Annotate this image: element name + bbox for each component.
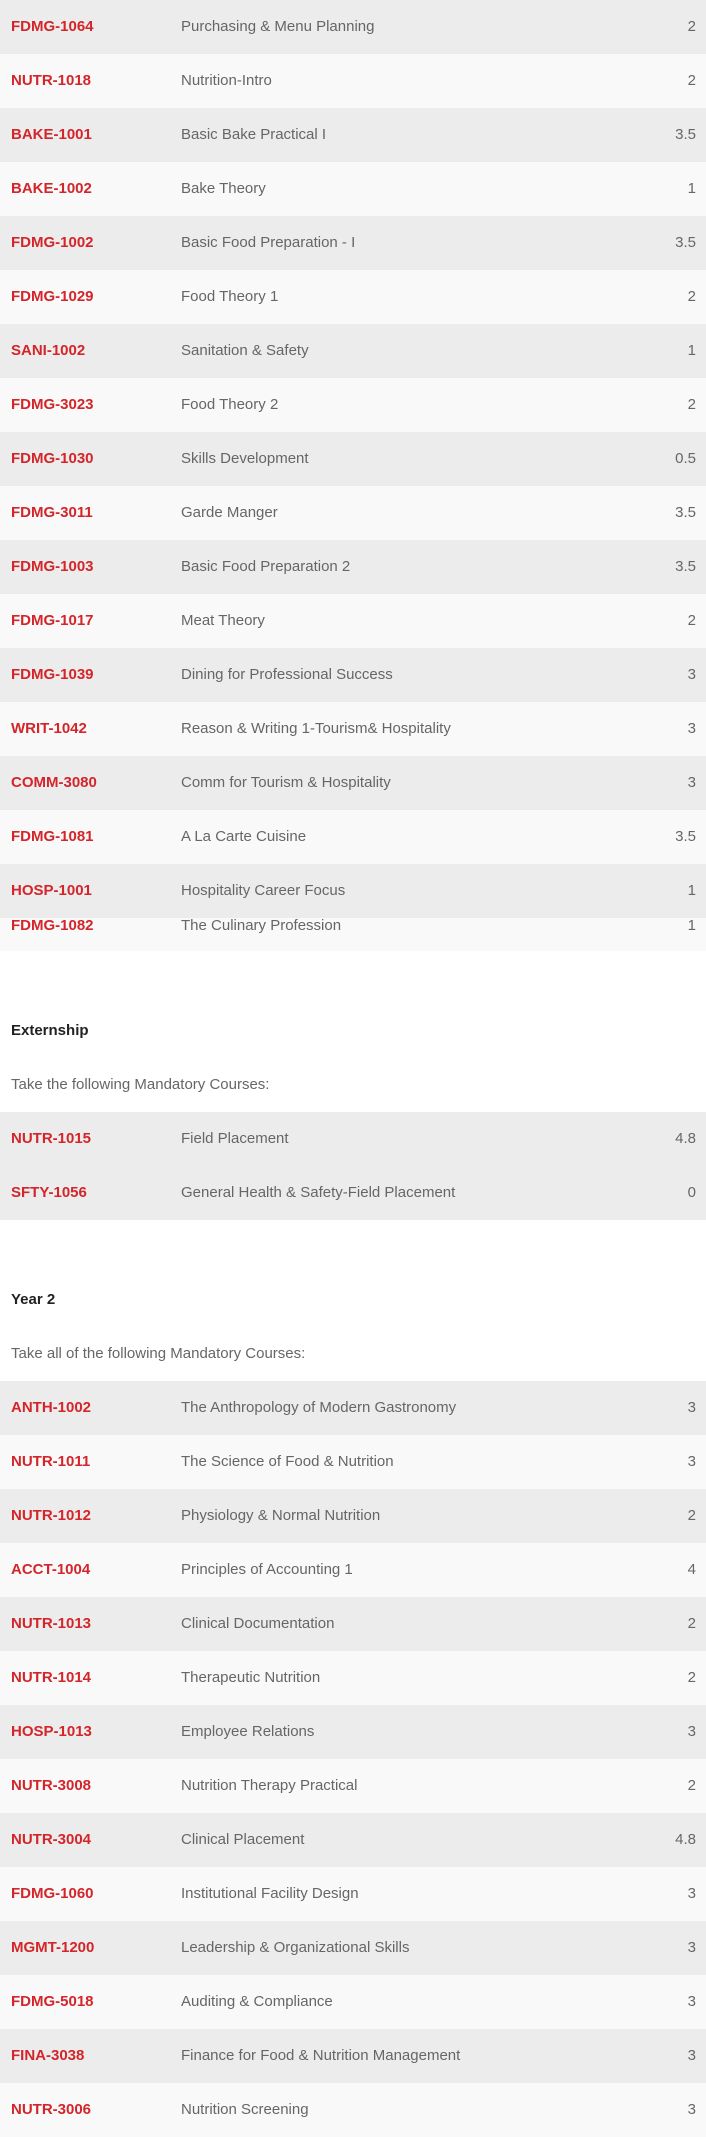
course-code-link[interactable]: FDMG-3011 (11, 504, 93, 521)
year1-course-table (0, 0, 706, 951)
course-name: Food Theory 2 (181, 396, 279, 413)
course-code-link[interactable]: FDMG-1003 (11, 558, 94, 575)
course-name: Skills Development (181, 450, 309, 467)
course-code-link[interactable]: NUTR-1018 (11, 72, 92, 89)
table-row (0, 162, 706, 216)
year2-section (0, 1273, 706, 2137)
course-credits: 3 (687, 2101, 696, 2118)
course-credits: 3 (687, 1939, 696, 1956)
table-row (0, 324, 706, 378)
course-credits: 2 (687, 288, 696, 305)
course-credits: 3 (687, 1399, 696, 1416)
table-row (0, 1489, 706, 1543)
course-name: The Science of Food & Nutrition (181, 1453, 394, 1470)
externship-section (0, 1004, 706, 1220)
table-row (0, 432, 706, 486)
course-name: Field Placement (181, 1130, 289, 1147)
course-code-link[interactable]: FINA-3038 (11, 2047, 85, 2064)
table-row (0, 648, 706, 702)
course-code-link[interactable]: NUTR-1013 (11, 1615, 92, 1632)
table-row (0, 1867, 706, 1921)
table-row (0, 756, 706, 810)
course-code-link[interactable]: NUTR-3006 (11, 2101, 92, 2118)
course-credits: 2 (687, 72, 696, 89)
course-name: Physiology & Normal Nutrition (181, 1507, 381, 1524)
course-credits: 3.5 (675, 126, 696, 143)
course-credits: 3 (687, 2047, 696, 2064)
course-name: Institutional Facility Design (181, 1885, 359, 1902)
course-name: Nutrition-Intro (181, 72, 272, 89)
course-credits: 3.5 (675, 504, 696, 521)
table-row-clipped (0, 918, 706, 951)
course-credits: 2 (687, 1615, 696, 1632)
course-code-link[interactable]: SANI-1002 (11, 342, 86, 359)
course-code-link[interactable]: FDMG-1082 (11, 918, 94, 934)
section-spacer (0, 951, 706, 1004)
course-name: Reason & Writing 1-Tourism& Hospitality (181, 720, 451, 737)
table-row (0, 1705, 706, 1759)
table-row (0, 1651, 706, 1705)
course-code-link[interactable]: FDMG-1064 (11, 18, 94, 35)
course-code-link[interactable]: MGMT-1200 (11, 1939, 95, 1956)
course-code-link[interactable]: NUTR-1014 (11, 1669, 92, 1686)
course-code-link[interactable]: FDMG-1002 (11, 234, 94, 251)
course-code-link[interactable]: BAKE-1001 (11, 126, 92, 143)
course-name: Basic Food Preparation 2 (181, 558, 351, 575)
course-credits: 3 (687, 774, 696, 791)
course-name: Employee Relations (181, 1723, 315, 1740)
course-code-link[interactable]: NUTR-1012 (11, 1507, 92, 1524)
course-name: Nutrition Screening (181, 2101, 309, 2118)
course-credits: 2 (687, 1777, 696, 1794)
table-row (0, 0, 706, 54)
table-row (0, 2029, 706, 2083)
course-credits: 0.5 (675, 450, 696, 467)
course-code-link[interactable]: FDMG-1029 (11, 288, 94, 305)
course-name: Food Theory 1 (181, 288, 279, 305)
course-credits: 4.8 (675, 1831, 696, 1848)
course-name: Basic Food Preparation - I (181, 234, 356, 251)
table-row (0, 1975, 706, 2029)
course-code-link[interactable]: NUTR-1011 (11, 1453, 91, 1470)
table-row (0, 702, 706, 756)
course-credits: 2 (687, 1507, 696, 1524)
course-code-link[interactable]: FDMG-5018 (11, 1993, 94, 2010)
course-code-link[interactable]: NUTR-3004 (11, 1831, 92, 1848)
table-row (0, 1381, 706, 1435)
course-name: Therapeutic Nutrition (181, 1669, 321, 1686)
course-name: Dining for Professional Success (181, 666, 393, 683)
course-code-link[interactable]: NUTR-3008 (11, 1777, 92, 1794)
course-name: Hospitality Career Focus (181, 882, 346, 899)
course-code-link[interactable]: ACCT-1004 (11, 1561, 91, 1578)
course-name: General Health & Safety-Field Placement (181, 1184, 456, 1201)
table-row (0, 216, 706, 270)
course-credits: 1 (687, 882, 696, 899)
course-credits: 2 (687, 612, 696, 629)
course-code-link[interactable]: FDMG-1017 (11, 612, 94, 629)
course-name: A La Carte Cuisine (181, 828, 307, 845)
table-row (0, 378, 706, 432)
course-credits: 1 (687, 180, 696, 197)
course-name: Sanitation & Safety (181, 342, 309, 359)
table-row (0, 1597, 706, 1651)
table-row (0, 540, 706, 594)
course-credits: 3 (687, 1885, 696, 1902)
course-credits: 3.5 (675, 558, 696, 575)
course-code-link[interactable]: HOSP-1001 (11, 882, 92, 899)
section-heading: Year 2 (11, 1291, 56, 1308)
course-credits: 3 (687, 720, 696, 737)
course-name: Comm for Tourism & Hospitality (181, 774, 391, 791)
table-row (0, 1813, 706, 1867)
section-instruction: Take all of the following Mandatory Courses: (11, 1345, 306, 1362)
course-name: Clinical Placement (181, 1831, 305, 1848)
table-row (0, 108, 706, 162)
table-row (0, 54, 706, 108)
course-credits: 1 (687, 342, 696, 359)
course-credits: 2 (687, 396, 696, 413)
course-name: Meat Theory (181, 612, 265, 629)
course-credits: 3 (687, 1993, 696, 2010)
course-name: Basic Bake Practical I (181, 126, 327, 143)
course-name: Clinical Documentation (181, 1615, 335, 1632)
course-credits: 3.5 (675, 234, 696, 251)
course-credits: 4 (687, 1561, 696, 1578)
course-code-link[interactable]: FDMG-1030 (11, 450, 94, 467)
course-credits: 4.8 (675, 1130, 696, 1147)
table-row (0, 594, 706, 648)
course-name: The Anthropology of Modern Gastronomy (181, 1399, 457, 1416)
table-row (0, 486, 706, 540)
course-code-link[interactable]: FDMG-1081 (11, 828, 94, 845)
course-name: Nutrition Therapy Practical (181, 1777, 358, 1794)
table-row (0, 810, 706, 864)
course-name: Principles of Accounting 1 (181, 1561, 353, 1578)
course-code-link[interactable]: FDMG-1039 (11, 666, 94, 683)
table-row (0, 1921, 706, 1975)
section-heading: Externship (11, 1022, 89, 1039)
table-row (0, 270, 706, 324)
course-code-link[interactable]: ANTH-1002 (11, 1399, 92, 1416)
table-row (0, 1112, 706, 1166)
course-name: Leadership & Organizational Skills (181, 1939, 410, 1956)
course-credits: 3 (687, 666, 696, 683)
section-spacer (0, 1220, 706, 1273)
table-row (0, 1543, 706, 1597)
table-row (0, 1435, 706, 1489)
course-code-link[interactable]: NUTR-1015 (11, 1130, 92, 1147)
table-row (0, 864, 706, 918)
course-credits: 1 (687, 918, 696, 934)
course-credits: 3.5 (675, 828, 696, 845)
course-name: The Culinary Profession (181, 918, 342, 934)
course-code-link[interactable]: SFTY-1056 (11, 1184, 87, 1201)
table-row (0, 1759, 706, 1813)
course-credits: 0 (687, 1184, 696, 1201)
course-credits: 3 (687, 1723, 696, 1740)
course-name: Bake Theory (181, 180, 266, 197)
course-name: Garde Manger (181, 504, 278, 521)
course-code-link[interactable]: BAKE-1002 (11, 180, 92, 197)
table-row (0, 1166, 706, 1220)
course-code-link[interactable]: WRIT-1042 (11, 720, 87, 737)
section-instruction: Take the following Mandatory Courses: (11, 1076, 270, 1093)
course-code-link[interactable]: HOSP-1013 (11, 1723, 92, 1740)
course-credits: 3 (687, 1453, 696, 1470)
course-code-link[interactable]: FDMG-3023 (11, 396, 94, 413)
course-code-link[interactable]: COMM-3080 (11, 774, 97, 791)
course-credits: 2 (687, 1669, 696, 1686)
course-credits: 2 (687, 18, 696, 35)
course-code-link[interactable]: FDMG-1060 (11, 1885, 94, 1902)
table-row (0, 2083, 706, 2137)
course-name: Auditing & Compliance (181, 1993, 333, 2010)
course-name: Purchasing & Menu Planning (181, 18, 375, 35)
course-name: Finance for Food & Nutrition Management (181, 2047, 461, 2064)
